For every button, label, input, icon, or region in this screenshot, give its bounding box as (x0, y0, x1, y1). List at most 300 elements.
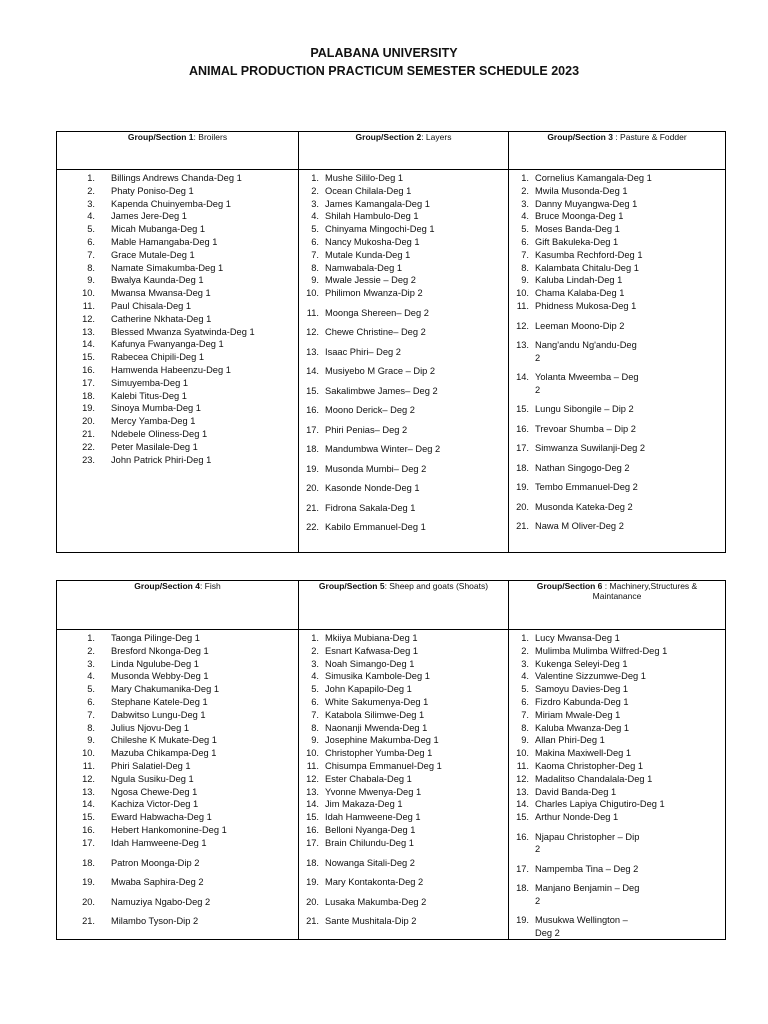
group-4-list (57, 630, 299, 940)
member-number: 8. (311, 722, 319, 733)
member-name: Mary Chakumanika-Deg 1 (111, 684, 219, 695)
member-name: Kalebi Titus-Deg 1 (111, 390, 187, 401)
member-number: 11. (516, 760, 529, 771)
group-member (509, 914, 725, 939)
member-name: Lusaka Makumba-Deg 2 (325, 896, 427, 907)
member-number: 10. (516, 288, 529, 299)
group-member (509, 501, 725, 514)
group-member (509, 210, 725, 223)
member-number: 16. (82, 364, 95, 375)
member-name: Musonda Mumbi– Deg 2 (325, 463, 427, 474)
member-name: Paul Chisala-Deg 1 (111, 300, 192, 311)
group-member (299, 482, 508, 495)
member-number: 4. (87, 211, 95, 222)
member-number: 22. (306, 522, 319, 533)
member-name: Mwansa Mwansa-Deg 1 (111, 288, 211, 299)
group-member (299, 722, 508, 735)
group-5-list (299, 630, 509, 940)
member-name: Josephine Makumba-Deg 1 (325, 735, 439, 746)
member-name: Lucy Mwansa-Deg 1 (535, 633, 620, 643)
group-member (509, 734, 725, 747)
member-number: 21. (306, 916, 319, 927)
member-number: 4. (521, 671, 529, 682)
member-name: James Jere-Deg 1 (111, 211, 187, 222)
group-member (299, 223, 508, 236)
group-member (299, 287, 508, 300)
group-member (509, 811, 725, 824)
member-number: 14. (306, 366, 319, 377)
group-member (65, 210, 298, 223)
group-member (299, 734, 508, 747)
group-member (65, 249, 298, 262)
group-member (65, 185, 298, 198)
group-member (65, 786, 298, 799)
group-member (65, 390, 298, 403)
member-number: 14. (516, 799, 529, 810)
member-name: Nampemba Tina – Deg 2 (535, 863, 639, 874)
member-number: 9. (311, 275, 319, 286)
member-number: 3. (521, 198, 529, 209)
group-member (65, 798, 298, 811)
member-number: 17. (82, 837, 95, 848)
member-name: Christopher Yumba-Deg 1 (325, 748, 433, 759)
group-member (509, 709, 725, 722)
group-member (509, 696, 725, 709)
schedule-table-bottom (56, 580, 726, 940)
member-name: Namate Simakumba-Deg 1 (111, 262, 224, 273)
group-member (509, 172, 725, 185)
group-member (299, 876, 508, 889)
group-member (509, 786, 725, 799)
member-number: 15. (306, 812, 319, 823)
group-member (65, 300, 298, 313)
member-number: 2. (87, 645, 95, 656)
member-name: Tembo Emmanuel-Deg 2 (535, 482, 638, 493)
member-number: 10. (82, 288, 95, 299)
group-member (65, 364, 298, 377)
member-number: 9. (521, 735, 529, 746)
member-number: 9. (521, 275, 529, 286)
group-member (65, 773, 298, 786)
member-name: Chinyama Mingochi-Deg 1 (325, 224, 435, 235)
group-member (65, 645, 298, 658)
member-name: Isaac Phiri– Deg 2 (325, 346, 401, 357)
group-member (509, 747, 725, 760)
member-name: Patron Moonga-Dip 2 (111, 857, 200, 868)
member-name: Belloni Nyanga-Deg 1 (325, 824, 416, 835)
member-number: 1. (521, 173, 529, 183)
member-name: Samoyu Davies-Deg 1 (535, 684, 629, 695)
member-number: 15. (306, 385, 319, 396)
group-member (299, 274, 508, 287)
member-name: Kapenda Chuinyemba-Deg 1 (111, 198, 231, 209)
group-member (65, 326, 298, 339)
member-name: Kafunya Fwanyanga-Deg 1 (111, 339, 224, 350)
member-number: 4. (311, 671, 319, 682)
member-name: Hamwenda Habeenzu-Deg 1 (111, 364, 231, 375)
group-member (299, 307, 508, 320)
member-number: 8. (521, 262, 529, 273)
member-number: 18. (82, 390, 95, 401)
member-name: Dabwitso Lungu-Deg 1 (111, 709, 206, 720)
group-member (299, 670, 508, 683)
group-member (299, 798, 508, 811)
member-name: Yolanta Mweemba – Deg (535, 372, 639, 383)
member-name: White Sakumenya-Deg 1 (325, 696, 429, 707)
member-name: Leeman Moono-Dip 2 (535, 320, 625, 331)
member-name: Mwila Musonda-Deg 1 (535, 185, 628, 196)
member-name: David Banda-Deg 1 (535, 786, 617, 797)
group-member (65, 338, 298, 351)
group-member (509, 670, 725, 683)
member-name: Cornelius Kamangala-Deg 1 (535, 173, 652, 183)
member-name: Kukenga Seleyi-Deg 1 (535, 658, 628, 669)
member-name: Sakalimbwe James– Deg 2 (325, 385, 438, 396)
member-number: 18. (516, 462, 529, 473)
member-name: Miriam Mwale-Deg 1 (535, 709, 621, 720)
group-member (65, 734, 298, 747)
member-name: Sinoya Mumba-Deg 1 (111, 403, 201, 414)
member-number: 17. (306, 837, 319, 848)
group-member (299, 185, 508, 198)
group-member (299, 249, 508, 262)
group-member (65, 683, 298, 696)
member-number: 6. (87, 236, 95, 247)
member-number: 7. (87, 249, 95, 260)
group-member (509, 185, 725, 198)
member-number: 16. (516, 831, 529, 842)
member-name: Mable Hamangaba-Deg 1 (111, 236, 218, 247)
member-number: 6. (311, 236, 319, 247)
member-name: Simusika Kambole-Deg 1 (325, 671, 430, 682)
member-name: Nancy Mukosha-Deg 1 (325, 236, 420, 247)
member-name: Chileshe K Mukate-Deg 1 (111, 735, 217, 746)
member-number: 7. (521, 249, 529, 260)
member-name: Mkiiya Mubiana-Deg 1 (325, 633, 418, 643)
member-name: Trevoar Shumba – Dip 2 (535, 423, 636, 434)
group-member (509, 274, 725, 287)
member-number: 16. (306, 824, 319, 835)
member-name: Nang'andu Ng'andu-Deg (535, 340, 637, 351)
member-number: 18. (516, 883, 529, 894)
group-member (299, 811, 508, 824)
member-number: 11. (306, 760, 319, 771)
member-number: 14. (82, 339, 95, 350)
group-member (509, 645, 725, 658)
group-member (65, 454, 298, 467)
member-number: 9. (87, 735, 95, 746)
university-title: PALABANA UNIVERSITY (310, 46, 458, 60)
group-member (65, 415, 298, 428)
group-member (299, 404, 508, 417)
member-number: 20. (306, 483, 319, 494)
member-name: Lungu Sibongile – Dip 2 (535, 404, 634, 415)
member-name: Ngula Susiku-Deg 1 (111, 773, 194, 784)
member-number: 19. (516, 915, 529, 926)
member-number: 21. (516, 521, 529, 532)
member-number: 6. (87, 696, 95, 707)
member-name: Namwabala-Deg 1 (325, 262, 402, 273)
group-member (509, 773, 725, 786)
group-member (509, 722, 725, 735)
member-number: 12. (516, 773, 529, 784)
member-number: 13. (516, 340, 529, 351)
group-member (299, 773, 508, 786)
group-member (65, 198, 298, 211)
group-member (65, 172, 298, 185)
group-member (509, 262, 725, 275)
member-name: Makina Maxiwell-Deg 1 (535, 748, 632, 759)
member-number: 5. (521, 224, 529, 235)
group-member (509, 863, 725, 876)
member-number: 2. (311, 645, 319, 656)
group-member (509, 760, 725, 773)
group-member (65, 837, 298, 850)
member-name-continued: 2 (535, 384, 541, 395)
member-number: 5. (311, 224, 319, 235)
member-name: Ngosa Chewe-Deg 1 (111, 786, 198, 797)
member-number: 9. (87, 275, 95, 286)
member-number: 18. (306, 444, 319, 455)
member-number: 5. (87, 224, 95, 235)
group-member (509, 683, 725, 696)
member-name: Phiri Penias– Deg 2 (325, 424, 408, 435)
group-member (65, 441, 298, 454)
member-number: 12. (82, 773, 95, 784)
member-number: 19. (306, 877, 319, 888)
group-5-header: Group/Section 5: Sheep and goats (Shoats) (299, 581, 509, 630)
member-name: Julius Njovu-Deg 1 (111, 722, 190, 733)
group-member (299, 365, 508, 378)
member-number: 17. (516, 443, 529, 454)
member-name: Kalambata Chitalu-Deg 1 (535, 262, 639, 273)
group-1-list (57, 170, 299, 553)
group-member (65, 658, 298, 671)
member-name: Phaty Poniso-Deg 1 (111, 185, 194, 196)
member-name: John Kapapilo-Deg 1 (325, 684, 412, 695)
member-name: Chama Kalaba-Deg 1 (535, 288, 625, 299)
group-member (299, 198, 508, 211)
member-name: Manjano Benjamin – Deg (535, 883, 640, 894)
group-member (65, 428, 298, 441)
member-name-continued: 2 (535, 352, 541, 363)
group-member (65, 274, 298, 287)
member-number: 8. (521, 722, 529, 733)
member-name: Micah Mubanga-Deg 1 (111, 224, 206, 235)
member-number: 17. (82, 377, 95, 388)
member-name: Kabilo Emmanuel-Deg 1 (325, 522, 426, 533)
member-name: Mandumbwa Winter– Deg 2 (325, 444, 441, 455)
member-name: Gift Bakuleka-Deg 1 (535, 236, 619, 247)
member-name: Kaluba Lindah-Deg 1 (535, 275, 623, 286)
group-member (65, 236, 298, 249)
member-number: 18. (306, 857, 319, 868)
member-name: Mazuba Chikampa-Deg 1 (111, 748, 217, 759)
group-member (65, 402, 298, 415)
member-number: 7. (521, 709, 529, 720)
member-name: Eward Habwacha-Deg 1 (111, 812, 212, 823)
group-member (299, 696, 508, 709)
member-number: 2. (87, 185, 95, 196)
member-name: Nowanga Sitali-Deg 2 (325, 857, 415, 868)
group-member (509, 831, 725, 856)
group-member (509, 798, 725, 811)
group-member (299, 747, 508, 760)
group-member (299, 837, 508, 850)
member-name: Mutale Kunda-Deg 1 (325, 249, 411, 260)
group-member (509, 658, 725, 671)
member-name: Noah Simango-Deg 1 (325, 658, 415, 669)
member-name: Idah Hamweene-Deg 1 (111, 837, 207, 848)
schedule-table-top (56, 131, 726, 553)
member-number: 5. (87, 684, 95, 695)
group-member (509, 300, 725, 313)
member-name: Charles Lapiya Chigutiro-Deg 1 (535, 799, 665, 810)
member-number: 10. (306, 748, 319, 759)
member-number: 2. (521, 185, 529, 196)
member-name: Nathan Singogo-Deg 2 (535, 462, 630, 473)
group-member (65, 377, 298, 390)
member-name: Yvonne Mwenya-Deg 1 (325, 786, 422, 797)
group-member (65, 709, 298, 722)
group-member (299, 463, 508, 476)
group-member (509, 423, 725, 436)
group-4-header: Group/Section 4: Fish (57, 581, 299, 630)
member-name: Musonda Webby-Deg 1 (111, 671, 209, 682)
group-member (65, 351, 298, 364)
member-number: 6. (521, 236, 529, 247)
member-number: 8. (87, 722, 95, 733)
member-name: Valentine Sizzumwe-Deg 1 (535, 671, 646, 682)
group-6-header: Group/Section 6 : Machinery,Structures & Maintanance (509, 581, 726, 630)
group-member (509, 462, 725, 475)
member-name: Mary Kontakonta-Deg 2 (325, 877, 424, 888)
member-number: 20. (516, 501, 529, 512)
member-name: Njapau Christopher – Dip (535, 831, 640, 842)
member-name: Simuyemba-Deg 1 (111, 377, 188, 388)
group-member (65, 262, 298, 275)
member-name: Idah Hamweene-Deg 1 (325, 812, 421, 823)
member-name: Fidrona Sakala-Deg 1 (325, 502, 416, 513)
group-member (509, 287, 725, 300)
group-member (299, 424, 508, 437)
member-number: 19. (516, 482, 529, 493)
member-name: Grace Mutale-Deg 1 (111, 249, 195, 260)
group-member (65, 223, 298, 236)
member-number: 20. (82, 416, 95, 427)
group-member (509, 632, 725, 645)
member-number: 12. (306, 327, 319, 338)
group-member (299, 857, 508, 870)
member-name: Kasonde Nonde-Deg 1 (325, 483, 420, 494)
member-name: Shilah Hambulo-Deg 1 (325, 211, 419, 222)
member-name: Catherine Nkhata-Deg 1 (111, 313, 212, 324)
member-number: 13. (306, 346, 319, 357)
group-member (299, 824, 508, 837)
group-member (299, 896, 508, 909)
member-name: Sante Mushitala-Dip 2 (325, 916, 417, 927)
member-number: 23. (82, 454, 95, 465)
member-number: 7. (311, 709, 319, 720)
group-member (509, 403, 725, 416)
member-number: 21. (82, 428, 95, 439)
member-name: Linda Ngulube-Deg 1 (111, 658, 199, 669)
member-number: 20. (306, 896, 319, 907)
group-member (65, 670, 298, 683)
member-name: Mwale Jessie – Deg 2 (325, 275, 416, 286)
member-name-continued: Deg 2 (535, 927, 560, 938)
group-3-header: Group/Section 3 : Pasture & Fodder (509, 132, 726, 170)
member-number: 11. (516, 300, 529, 311)
member-number: 3. (87, 198, 95, 209)
member-number: 5. (311, 684, 319, 695)
member-number: 11. (82, 760, 95, 771)
member-number: 1. (87, 633, 95, 643)
group-member (299, 236, 508, 249)
member-name: Madalitso Chandalala-Deg 1 (535, 773, 653, 784)
member-name: Bwalya Kaunda-Deg 1 (111, 275, 204, 286)
group-member (509, 520, 725, 533)
member-name: Taonga Pilinge-Deg 1 (111, 633, 200, 643)
group-member (65, 915, 298, 928)
group-member (299, 658, 508, 671)
member-number: 12. (516, 320, 529, 331)
member-number: 22. (82, 441, 95, 452)
member-number: 1. (87, 173, 95, 183)
member-name: Mulimba Mulimba Wilfred-Deg 1 (535, 645, 668, 656)
member-number: 5. (521, 684, 529, 695)
member-number: 12. (306, 773, 319, 784)
member-number: 3. (521, 658, 529, 669)
group-member (299, 172, 508, 185)
group-member (299, 210, 508, 223)
member-number: 13. (306, 786, 319, 797)
member-name: Moono Derick– Deg 2 (325, 405, 415, 416)
member-number: 4. (311, 211, 319, 222)
group-member (299, 915, 508, 928)
group-member (65, 696, 298, 709)
group-member (65, 896, 298, 909)
group-member (299, 521, 508, 534)
member-name: Peter Masilale-Deg 1 (111, 441, 198, 452)
member-number: 9. (311, 735, 319, 746)
group-member (299, 632, 508, 645)
member-number: 19. (82, 403, 95, 414)
member-name: Bruce Moonga-Deg 1 (535, 211, 624, 222)
group-member (65, 811, 298, 824)
group-member (299, 645, 508, 658)
member-number: 14. (306, 799, 319, 810)
group-member (65, 747, 298, 760)
member-number: 13. (82, 786, 95, 797)
member-number: 6. (311, 696, 319, 707)
group-member (509, 320, 725, 333)
member-number: 1. (521, 633, 529, 643)
member-number: 15. (82, 352, 95, 363)
member-number: 7. (87, 709, 95, 720)
group-member (65, 760, 298, 773)
member-name: Danny Muyangwa-Deg 1 (535, 198, 638, 209)
member-number: 16. (82, 824, 95, 835)
group-member (509, 223, 725, 236)
member-number: 3. (87, 658, 95, 669)
member-number: 2. (311, 185, 319, 196)
member-name: Fizdro Kabunda-Deg 1 (535, 696, 629, 707)
member-name: Arthur Nonde-Deg 1 (535, 812, 619, 823)
member-name: Musonda Kateka-Deg 2 (535, 501, 633, 512)
member-number: 10. (82, 748, 95, 759)
member-name: Billings Andrews Chanda-Deg 1 (111, 173, 242, 183)
